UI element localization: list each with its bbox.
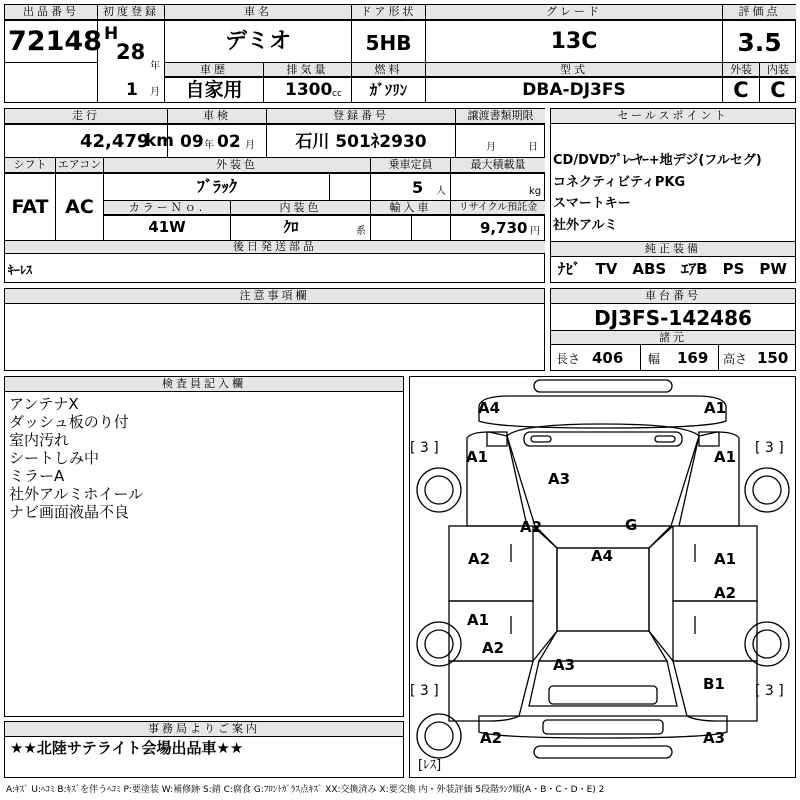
damage-rear-quarter-right: B1: [703, 675, 725, 693]
car-diagram-svg: [409, 376, 796, 778]
spare-tire: [ﾚｽ]: [418, 758, 442, 773]
displacement-unit: cc: [332, 89, 342, 99]
height: 150: [757, 349, 789, 367]
damage-hood: A3: [548, 470, 571, 488]
mileage-label: 走行: [5, 109, 167, 124]
sales-point-4: 社外アルミ: [553, 218, 618, 233]
recycle-unit: 円: [530, 226, 540, 237]
reg-number: 石川 501ﾈ2930: [295, 132, 427, 152]
damage-front-bumper-right: A1: [704, 399, 727, 417]
fuel-label: 燃料: [352, 63, 425, 77]
transfer-label: 譲渡書類期限: [456, 109, 545, 124]
era: H: [104, 24, 119, 44]
sales-point-1: CD/DVDﾌﾟﾚｰﾔｰ+地デジ(フルセグ): [553, 153, 762, 168]
legend: A:ｷｽﾞ U:ﾍｺﾐ B:ｷｽﾞを伴うﾍｺﾐ P:要塗装 W:補修跡 S:錆 C:腐食 G:ﾌﾛﾝﾄｶﾞﾗｽ点ｷｽﾞ XX:交換済み X:要交換 内・外装評価 5段階ﾗﾝｸ順(A・B・C・D・E) 2: [6, 785, 605, 795]
car-name-label: 車名: [165, 5, 351, 20]
displacement: 1300: [285, 80, 333, 100]
length: 406: [592, 349, 624, 367]
damage-rear-bumper-left: A2: [480, 729, 503, 747]
ac-label: エアコン: [57, 158, 102, 171]
first-reg-label: 初度登録: [98, 5, 164, 20]
interior-color: ｸﾛ: [283, 218, 299, 236]
ac: AC: [65, 196, 94, 218]
door-label: ドア形状: [352, 5, 425, 20]
damage-rear-door-left: A1: [467, 611, 490, 629]
capacity-label: 乗車定員: [371, 158, 450, 173]
damage-front-fender-left: A1: [466, 448, 489, 466]
later-parts-label: 後日発送部品: [5, 241, 545, 254]
transfer-month-unit: 月: [486, 142, 496, 153]
office-notice: ★★北陸サテライト会場出品車★★: [10, 739, 244, 757]
damage-windshield-left: A2: [520, 518, 543, 536]
recycle-fee: 9,730: [480, 219, 528, 237]
capacity: 5: [412, 178, 424, 197]
mileage-unit: km: [145, 131, 175, 151]
load-label: 最大積載量: [451, 158, 545, 173]
tire-front-right: [ 3 ]: [755, 440, 784, 456]
capacity-unit: 人: [436, 186, 446, 197]
color-no: 41W: [148, 218, 186, 236]
insp-month: 02: [217, 132, 241, 152]
shift: FAT: [11, 196, 49, 218]
damage-front-fender-right: A1: [714, 448, 737, 466]
year-unit: 年: [150, 61, 160, 72]
tire-rear-right: [ 3 ]: [755, 683, 784, 699]
chassis-label: 車台番号: [551, 289, 795, 304]
int-label: 内装: [760, 63, 796, 77]
int-grade: C: [770, 78, 786, 102]
month-unit: 月: [150, 87, 160, 98]
damage-windshield: G: [625, 516, 638, 534]
damage-front-bumper-left: A4: [478, 399, 501, 417]
damage-roof: A4: [591, 547, 614, 565]
load-unit: kg: [529, 186, 542, 197]
car-history: 自家用: [185, 79, 243, 101]
notes-label: 注意事項欄: [5, 289, 544, 304]
sales-point-3: スマートキー: [553, 196, 631, 211]
mileage: 42,479: [80, 131, 150, 152]
score-label: 評価点: [723, 5, 796, 20]
reg-month: 1: [126, 80, 138, 100]
tire-front-left: [ 3 ]: [410, 440, 439, 456]
inspection-label: 車検: [168, 109, 266, 124]
sales-point-label: セールスポイント: [551, 109, 795, 124]
model-code: DBA-DJ3FS: [522, 80, 626, 100]
lot-number: 72148: [8, 26, 102, 57]
remark-1: アンテナX: [9, 395, 79, 413]
displacement-label: 排気量: [264, 63, 351, 77]
remark-2: ダッシュ板のり付: [9, 413, 129, 431]
length-label: 長さ: [556, 352, 581, 366]
equipment-label: 純正装備: [551, 242, 795, 257]
damage-front-door-left: A2: [468, 550, 491, 568]
damage-front-door-right: A1: [714, 550, 737, 568]
shift-label: シフト: [5, 158, 55, 173]
color-label: 外装色: [104, 158, 370, 173]
dims-label: 諸元: [551, 331, 795, 345]
door-type: 5HB: [365, 31, 412, 55]
remark-4: シートしみ中: [9, 449, 100, 467]
score: 3.5: [737, 28, 782, 57]
later-parts-value: ｷｰﾚｽ: [8, 263, 33, 277]
remark-5: ミラーA: [9, 467, 65, 485]
sales-point-2: コネクティビティPKG: [553, 175, 686, 190]
damage-rear-quarter-left: A2: [482, 639, 505, 657]
body-color: ﾌﾞﾗｯｸ: [196, 177, 237, 196]
lot-label: 出品番号: [5, 5, 97, 20]
inspector-label: 検査員記入欄: [5, 377, 403, 392]
insp-month-unit: 月: [245, 140, 255, 151]
office-label: 事務局よりご案内: [5, 722, 403, 737]
car-name: デミオ: [224, 29, 291, 54]
import-label: 輸入車: [371, 201, 450, 215]
insp-year: 09: [180, 132, 204, 152]
equipment-value: ﾅﾋﾞ TV ABS ｴｱB PS PW: [558, 260, 787, 278]
remark-3: 室内汚れ: [9, 431, 70, 449]
interior-unit: 系: [356, 226, 366, 237]
reg-year: 28: [116, 40, 146, 64]
remark-6: 社外アルミホイール: [9, 485, 144, 503]
ext-grade: C: [733, 78, 749, 102]
ext-label: 外装: [723, 63, 759, 77]
width: 169: [677, 349, 709, 367]
damage-hatch: A3: [553, 656, 576, 674]
history-label: 車歴: [165, 63, 263, 77]
model-label: 型式: [426, 63, 722, 77]
interior-label: 内装色: [231, 201, 370, 215]
damage-rear-door-right: A2: [714, 584, 737, 602]
recycle-label: リサイクル預託金: [451, 201, 545, 215]
fuel: ｶﾞｿﾘﾝ: [369, 81, 408, 99]
tire-rear-left: [ 3 ]: [410, 683, 439, 699]
grade-label: グレード: [426, 5, 722, 20]
color-no-label: カラーＮｏ.: [104, 201, 230, 215]
reg-no-label: 登録番号: [267, 109, 455, 124]
insp-year-unit: 年: [204, 140, 214, 151]
chassis-number: DJ3FS-142486: [594, 306, 752, 330]
height-label: 高さ: [723, 352, 748, 366]
transfer-day-unit: 日: [528, 142, 538, 153]
grade: 13C: [550, 29, 598, 54]
remark-7: ナビ画面液晶不良: [9, 503, 130, 521]
damage-rear-bumper-right: A3: [703, 729, 726, 747]
width-label: 幅: [648, 352, 661, 366]
